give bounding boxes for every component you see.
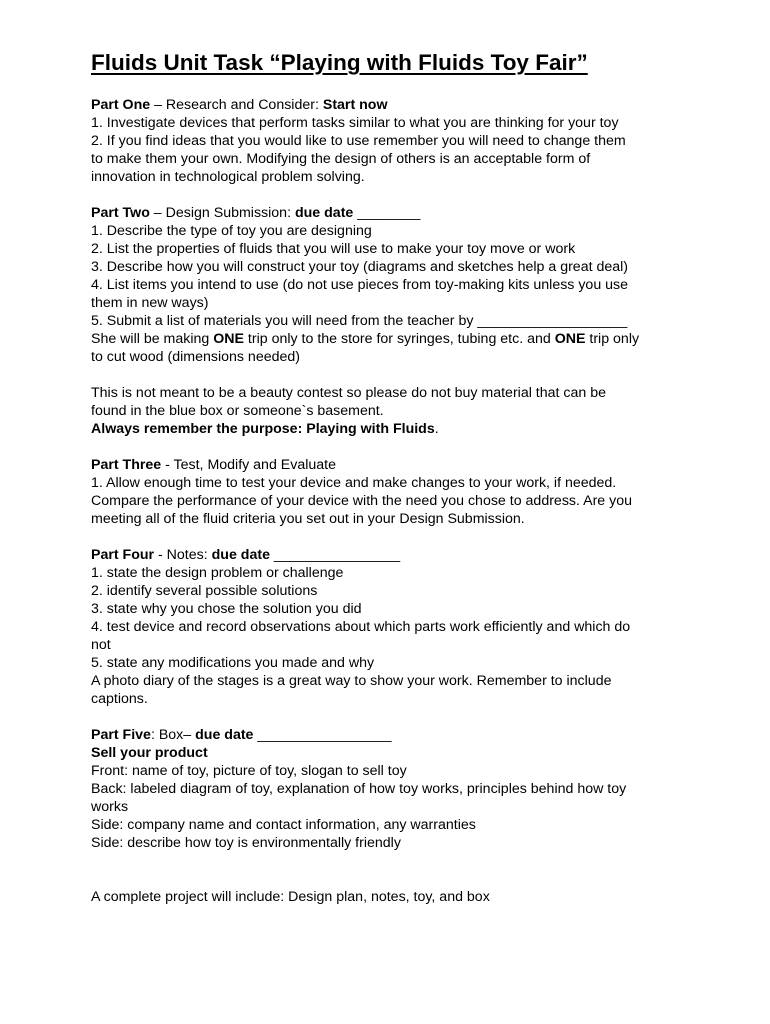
part-two-note: This is not meant to be a beauty contest so please do not buy material that can be [91,385,607,401]
purpose-line [91,420,691,438]
part-two-line: 1. Describe the type of toy you are designing [91,223,372,239]
part-four-due: due date [211,547,270,563]
part-five-due: due date [195,727,254,743]
closing-line: A complete project will include: Design plan, notes, toy, and box [91,889,490,905]
part-three-line: Compare the performance of your device with the need you chose to address. Are you [91,493,633,509]
part-two-trip-line [91,330,691,348]
trip-text-b: trip only to the store for syringes, tubing etc. and [243,331,555,347]
part-four-due-blank: ________________ [269,547,401,563]
part-two-note: found in the blue box or someone`s basement. [91,403,384,419]
part-five-line: Back: labeled diagram of toy, explanation of how toy works, principles behind how toy [91,781,627,797]
part-four-heading: Part Four [91,547,155,563]
document-page [91,48,691,906]
part-four-line: 2. identify several possible solutions [91,583,318,599]
trip-text-a: She will be making [91,331,214,347]
part-one-start: Start now [322,97,388,113]
part-one-line: 1. Investigate devices that perform tasks similar to what you are thinking for your toy [91,115,619,131]
trip-one-2: ONE [554,331,586,347]
trip-text-c: trip only [585,331,640,347]
part-five-heading: Part Five [91,727,151,743]
part-two-line: 2. List the properties of fluids that you will use to make your toy move or work [91,241,576,257]
part-one-section [91,96,691,186]
part-one-line: 2. If you find ideas that you would like to use remember you will need to change them [91,133,626,149]
part-two-heading-line [91,204,691,222]
trip-one-1: ONE [213,331,244,347]
part-two-intro: – Design Submission: [149,205,295,221]
sell-product-heading: Sell your product [91,745,208,761]
part-five-intro: : Box– [150,727,196,743]
closing-section [91,888,691,906]
part-two-line: 5. Submit a list of materials you will need from the teacher by ___________________ [91,313,628,329]
part-four-intro: - Notes: [154,547,212,563]
part-two-due-blank: ________ [353,205,421,221]
part-five-line: Side: company name and contact information, any warranties [91,817,476,833]
part-four-line: 5. state any modifications you made and why [91,655,375,671]
part-three-line: 1. Allow enough time to test your device and make changes to your work, if needed. [91,475,617,491]
part-four-line: 4. test device and record observations about which parts work efficiently and which do [91,619,631,635]
part-five-section [91,726,691,852]
part-one-heading: Part One [91,97,151,113]
part-one-line: innovation in technological problem solving. [91,169,365,185]
part-five-heading-line [91,726,691,744]
part-five-line: Front: name of toy, picture of toy, slogan to sell toy [91,763,407,779]
part-five-due-blank: _________________ [253,727,392,743]
part-three-line: meeting all of the fluid criteria you set out in your Design Submission. [91,511,525,527]
part-three-intro: - Test, Modify and Evaluate [161,457,336,473]
part-two-line: 3. Describe how you will construct your toy (diagrams and sketches help a great deal) [91,259,629,275]
part-four-heading-line [91,546,691,564]
part-two-due: due date [294,205,354,221]
part-two-line: them in new ways) [91,295,209,311]
part-three-section [91,456,691,528]
part-four-line: 1. state the design problem or challenge [91,565,344,581]
part-two-heading: Part Two [91,205,150,221]
part-three-heading-line [91,456,691,474]
purpose-end: . [434,421,439,437]
part-three-heading: Part Three [91,457,162,473]
part-four-line: A photo diary of the stages is a great way to show your work. Remember to include [91,673,612,689]
part-one-heading-line [91,96,691,114]
part-two-line: 4. List items you intend to use (do not use pieces from toy-making kits unless you use [91,277,629,293]
part-four-line: 3. state why you chose the solution you did [91,601,362,617]
part-four-line: captions. [91,691,148,707]
part-two-section [91,204,691,438]
part-four-section [91,546,691,708]
part-two-trip-line2: to cut wood (dimensions needed) [91,349,300,365]
part-five-line: works [91,799,129,815]
part-one-line: to make them your own. Modifying the design of others is an acceptable form of [91,151,591,167]
part-four-line: not [91,637,111,653]
part-five-line: Side: describe how toy is environmentally friendly [91,835,401,851]
document-title: Fluids Unit Task “Playing with Fluids Toy Fair” [91,50,588,75]
part-one-intro: – Research and Consider: [150,97,323,113]
purpose-text: Always remember the purpose: Playing with Fluids [91,421,435,437]
